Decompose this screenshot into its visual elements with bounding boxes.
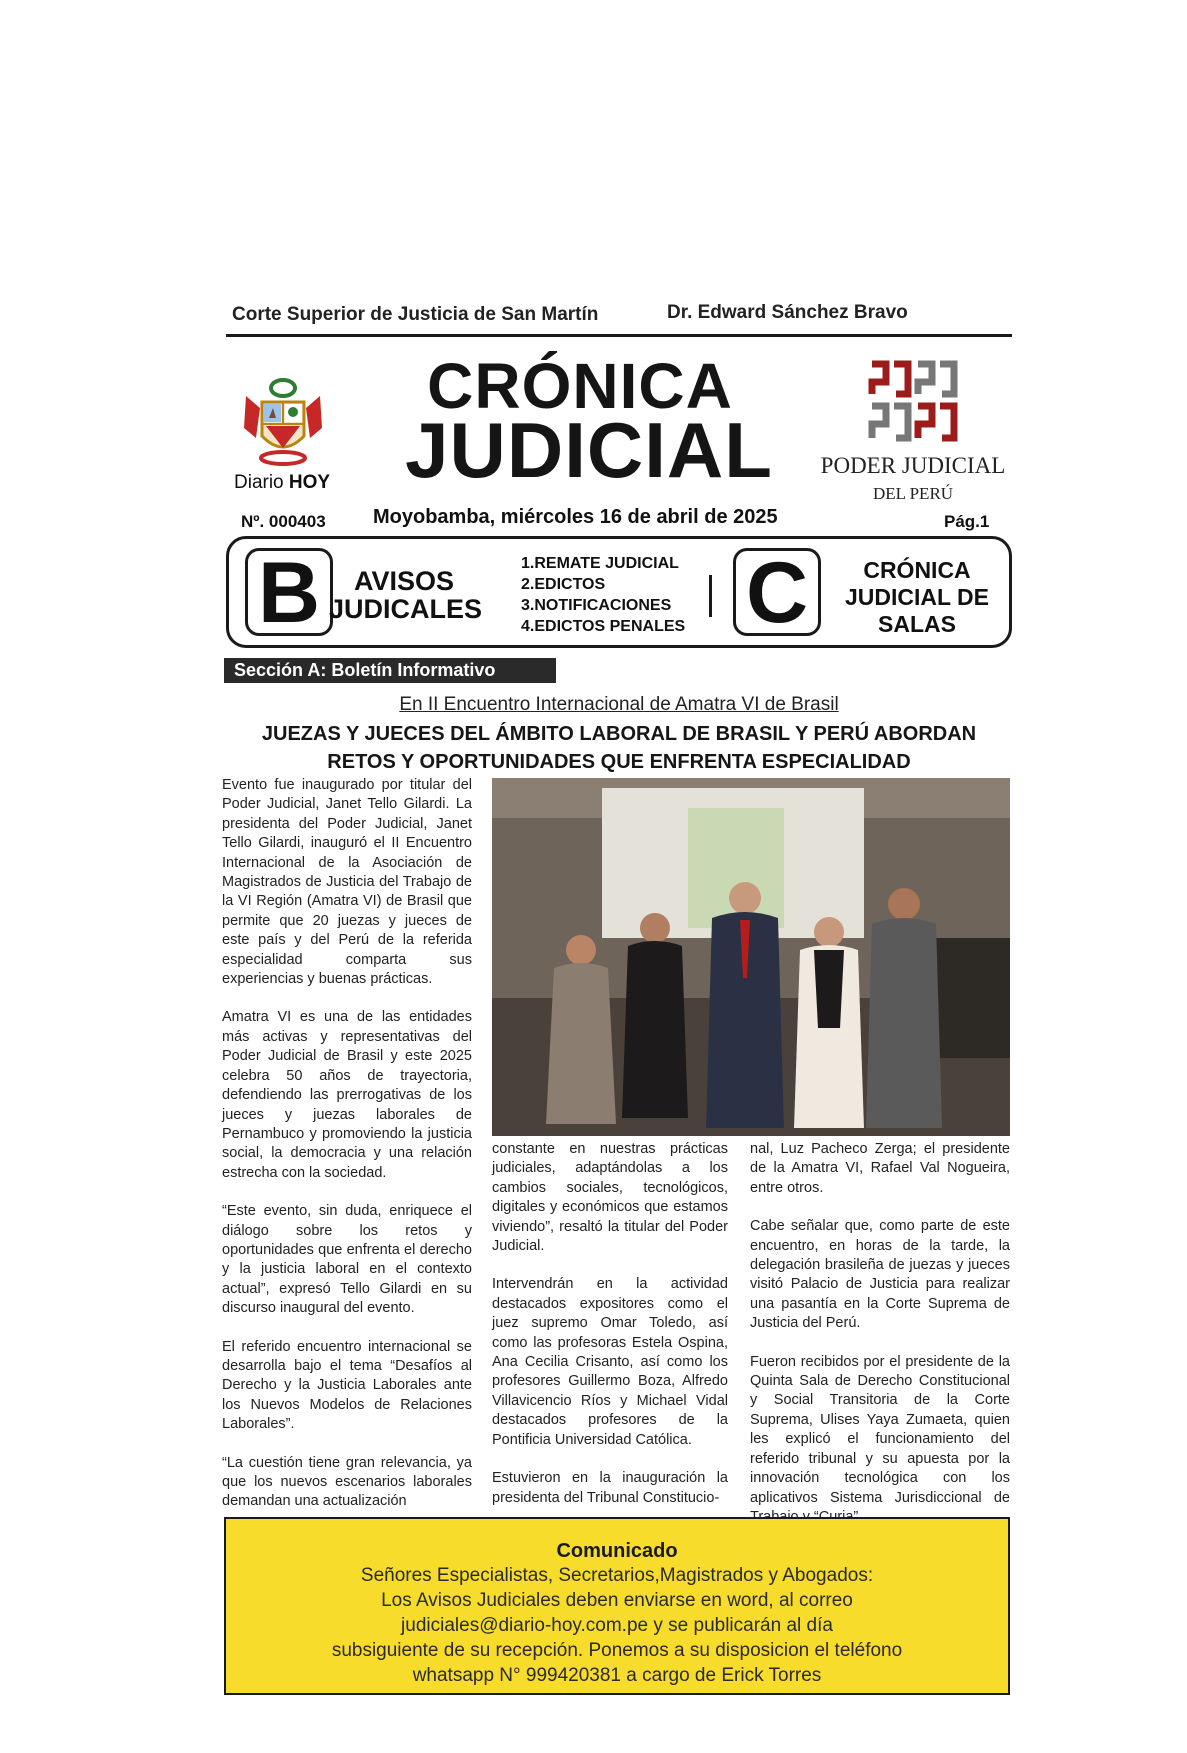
peru-coat-of-arms-icon xyxy=(240,378,326,468)
section-a-bar: Sección A: Boletín Informativo xyxy=(224,658,556,683)
list-item: 2.EDICTOS xyxy=(521,576,606,593)
article-column-2 xyxy=(492,1140,728,1527)
section-c-letter: C xyxy=(733,548,821,636)
top-line xyxy=(226,302,1012,332)
diario-prefix: Diario xyxy=(234,472,284,493)
editor-name: Dr. Edward Sánchez Bravo xyxy=(667,302,908,323)
poder-judicial-country: DEL PERÚ xyxy=(872,484,954,503)
court-name: Corte Superior de Justicia de San Martín xyxy=(232,304,599,325)
section-c-title-line3: SALAS xyxy=(878,611,956,637)
dateline: Moyobamba, miércoles 16 de abril de 2025 xyxy=(373,506,778,528)
diario-hoy: HOY xyxy=(288,472,331,493)
section-b-letter: B xyxy=(245,548,333,636)
event-photo xyxy=(492,778,1010,1136)
communique-line: whatsapp N° 999420381 a cargo de Erick Torres xyxy=(412,1665,822,1686)
section-divider xyxy=(709,575,712,617)
paragraph: “La cuestión tiene gran relevancia, ya que los nuevos escenarios laborales demandan una actualización xyxy=(222,1454,472,1510)
headline-line2: RETOS Y OPORTUNIDADES QUE ENFRENTA ESPECIALIDAD xyxy=(327,751,911,773)
paragraph: constante en nuestras prácticas judiciales, adaptándolas a los cambios sociales, tecnológicos, digitales y económicos que estamos viviendo”, resaltó la titular del Poder Judicial. xyxy=(492,1141,728,1255)
list-item: 1.REMATE JUDICIAL xyxy=(521,555,679,572)
paragraph: Cabe señalar que, como parte de este encuentro, en horas de la tarde, la delegación brasileña de juezas y jueces visitó Palacio de Justicia para realizar una pasantía en la Corte Suprema de Justicia del Perú. xyxy=(750,1218,1010,1332)
communique-line: subsiguiente de su recepción. Ponemos a su disposicion el teléfono xyxy=(331,1640,903,1661)
article-kicker: En II Encuentro Internacional de Amatra VI de Brasil xyxy=(399,694,839,715)
paragraph: nal, Luz Pacheco Zerga; el presidente de la Amatra VI, Rafael Val Nogueira, entre otros. xyxy=(750,1141,1010,1196)
sections-box xyxy=(226,536,1012,648)
paragraph: Intervendrán en la actividad destacados expositores como el juez supremo Omar Toledo, así como las profesoras Estela Ospina, Ana Cecilia Crisanto, así como los profesores Guillermo Boza, Alfredo Villavicencio Ríos y Michael Vidal destacados profesores de la Pontificia Universidad Católica. xyxy=(492,1276,728,1448)
issue-number: Nº. 000403 xyxy=(241,512,326,531)
paragraph: Fueron recibidos por el presidente de la Quinta Sala de Derecho Constitucional y Social Transitoria de la Corte Suprema, Ulises Yaya Zumaeta, quien les explicó el funcionamiento del referido tribunal y su apuesta por la innovación tecnológica con los aplicativos Sistema Jurisdiccional de xyxy=(750,1353,1010,1506)
section-b-title xyxy=(329,566,483,624)
section-b-title-line2: JUDICALES xyxy=(329,594,483,624)
communique-box xyxy=(224,1517,1010,1695)
section-c-title xyxy=(837,557,997,638)
communique-line: Señores Especialistas, Secretarios,Magistrados y Abogados: xyxy=(360,1565,874,1586)
masthead-title-line1: CRÓNICA xyxy=(427,350,733,422)
diario-brand xyxy=(234,472,330,494)
page-number: Pág.1 xyxy=(944,512,990,531)
masthead-title-line2: JUDICIAL xyxy=(405,406,773,494)
paragraph: Estuvieron en la inauguración la presidenta del Tribunal Constitucio- xyxy=(492,1470,728,1506)
list-item: 4.EDICTOS PENALES xyxy=(521,618,686,635)
headline-line1: JUEZAS Y JUECES DEL ÁMBITO LABORAL DE BRASIL Y PERÚ ABORDAN xyxy=(261,723,977,745)
communique-title: Comunicado xyxy=(556,1540,678,1562)
section-b-list xyxy=(521,553,685,637)
section-b-title-line1: AVISOS xyxy=(353,566,455,596)
list-item: 3.NOTIFICACIONES xyxy=(521,597,672,614)
poder-judicial-logo-icon xyxy=(868,360,958,442)
top-rule xyxy=(226,334,1012,337)
paragraph: “Este evento, sin duda, enriquece el diálogo sobre los retos y oportunidades que enfrenta el derecho y la justicia laboral en el contexto actual”, expresó Tello Gilardi en su discurso inaugural del evento. xyxy=(222,1203,472,1317)
paragraph: Evento fue inaugurado por titular del Poder Judicial, Janet Tello Gilardi. La presidenta del Poder Judicial, Janet Tello Gilardi, inauguró el II Encuentro Internacional de la Asociación de Magistrados de Justicia del Trabajo de la VI Región (Amatra VI) de Brasil que permite que 20 juezas y jueces de este país y del Perú de la referida especialidad comparta sus experiencias y buenas prácticas. xyxy=(222,777,472,988)
article-headline xyxy=(222,720,1016,776)
communique-line: judiciales@diario-hoy.com.pe y se publicarán al día xyxy=(401,1615,833,1636)
article-column-1 xyxy=(222,776,472,1531)
section-c-title-line2: JUDICIAL DE xyxy=(845,584,989,610)
article-column-3 xyxy=(750,1140,1010,1546)
poder-judicial-name: PODER JUDICIAL xyxy=(820,453,1006,478)
communique-line: Los Avisos Judiciales deben enviarse en word, al correo xyxy=(381,1590,853,1611)
paragraph: El referido encuentro internacional se desarrolla bajo el tema “Desafíos al Derecho y la Justicia Laborales ante los Nuevos Modelos de Relaciones Laborales”. xyxy=(222,1338,472,1433)
section-c-title-line1: CRÓNICA xyxy=(863,557,971,583)
paragraph: Amatra VI es una de las entidades más activas y representativas del Poder Judicial de Brasil y este 2025 celebra 50 años de trayectoria, defendiendo las prerrogativas de los jueces y juezas laborales de Pernambuco y promoviendo la justicia social, la democracia y una relación estrecha con la sociedad. xyxy=(222,1009,472,1181)
